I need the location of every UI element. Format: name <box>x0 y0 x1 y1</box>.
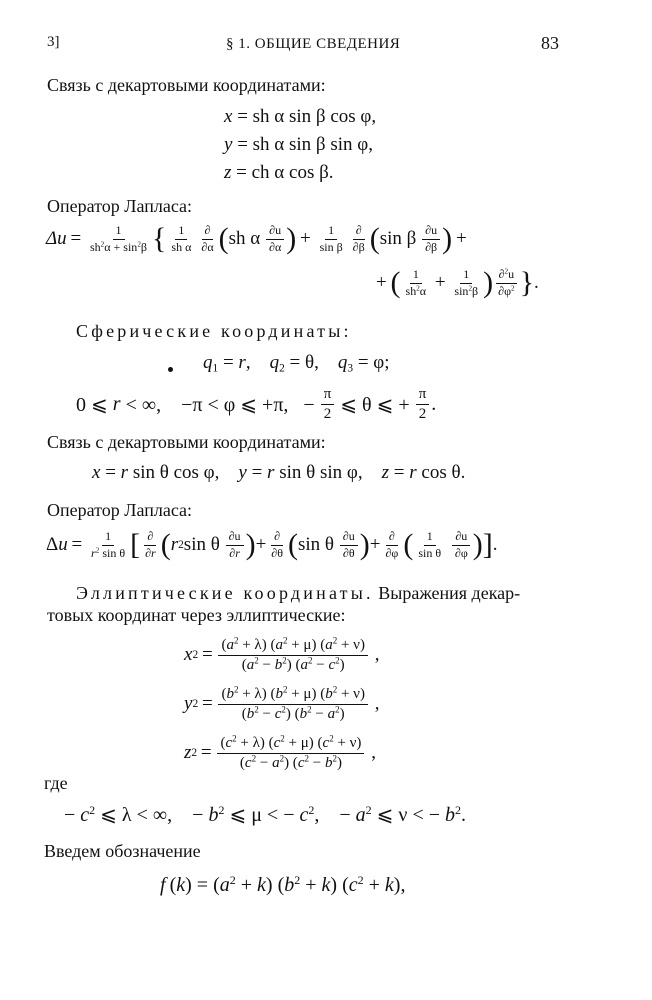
cartesian-relation-label: Связь с декартовыми координатами: <box>47 75 326 95</box>
elliptic-z-equation: z 2 = $\frac{(c^2 + \lambda) (c^2 + \mu) (c^2 + \nu)}{(c^2 - a^2) (c^2 - b^2)}$ , <box>184 733 376 771</box>
spherical-heading: Сферические координаты: <box>76 321 352 341</box>
spherical-cartesian-equations: x = r sin θ cos φ, y = r sin θ sin φ, z = r cos θ. <box>92 462 466 483</box>
function-f-definition: f $(k) = (a^2 + k) (b^2 + k) (c^2 + k)$, <box>160 872 406 896</box>
elliptic-text: Выражения декар- <box>378 583 521 603</box>
equation-z-oblate: z = ch α cos β. <box>224 162 334 183</box>
equation-y-oblate: y = sh α sin β sin φ, <box>224 134 373 155</box>
running-head: § 1. ОБЩИЕ СВЕДЕНИЯ <box>226 36 401 52</box>
laplace-equation-line-2: + ( $\frac{1}{sh^2\alpha}$ + $\frac{1}{\sin^2\beta}$ ) $\frac{\partial^2u}{\partial\varphi^2}$ } . <box>376 266 539 299</box>
elliptic-paragraph-line-2: товых координат через эллиптические: <box>47 605 346 625</box>
laplace-label-1: Оператор Лапласа: <box>47 196 193 216</box>
notation-label: Введем обозначение <box>44 841 201 861</box>
elliptic-paragraph-line-1 <box>76 583 520 604</box>
page-number: 83 <box>541 33 559 53</box>
spherical-laplace-equation: Δ u = $\frac{1}{r^2 \sin \theta}$ [ $\frac{\partial}{\partial r}$ ( r 2 sin θ $\frac{\partial u}{\partial r}$ ) + $\frac{\partial}{\partial\theta}$ ( sin θ $\frac{\partial u}{\partial\theta}$ ) + $\frac{\partial}{\partial\varphi}$ ( $\frac{1}{\text{sin θ}}$ $\frac{\partial u}{\partial\varphi}$ ) ] . <box>46 528 498 561</box>
laplace-label-2: Оператор Лапласа: <box>47 500 193 520</box>
bullet-dot <box>168 367 173 372</box>
elliptic-x-equation: x 2 = $\frac{(a^2 + \lambda) (a^2 + \mu) (a^2 + \nu)}{(a^2 - b^2) (a^2 - c^2)}$ , <box>184 635 380 673</box>
cartesian-relation-label-2: Связь с декартовыми координатами: <box>47 432 326 452</box>
elliptic-heading: Эллиптические координаты. <box>76 583 374 603</box>
laplace-equation-line-1: Δu = $\frac{1}{sh^2\alpha + \sin^2\beta}$ { $\frac{1}{\text{sh α}}$ $\frac{\partial}{\partial\alpha}$ ( sh α $\frac{\partial u}{\partial\alpha}$ ) + $\frac{1}{\text{sin β}}$ $\frac{\partial}{\partial\beta}$ ( sin β $\frac{\partial u}{\partial\beta}$ ) + <box>46 222 467 255</box>
where-label: где <box>44 773 68 793</box>
elliptic-y-equation: y 2 = $\frac{(b^2 + \lambda) (b^2 + \mu) (b^2 + \nu)}{(b^2 - c^2) (b^2 - a^2)}$ , <box>184 684 380 722</box>
chapter-number: 3] <box>47 34 60 50</box>
elliptic-ranges: − $c^2$ ⩽ λ < ∞, − $b^2$ ⩽ μ < − $c^2$, − $a^2$ ⩽ ν < − $b^2$. <box>64 802 467 826</box>
equation-x-oblate: x = sh α sin β cos φ, <box>224 106 377 127</box>
spherical-ranges: 0 ⩽ r < ∞, −π < φ ⩽ +π, − $\frac{\pi}{2}$ ⩽ θ ⩽ + $\frac{\pi}{2}$ . <box>76 386 437 422</box>
spherical-coordinates-definition: $q_1 = r$, $q_2 = \theta$, $q_3 = \varphi$; <box>203 352 390 375</box>
